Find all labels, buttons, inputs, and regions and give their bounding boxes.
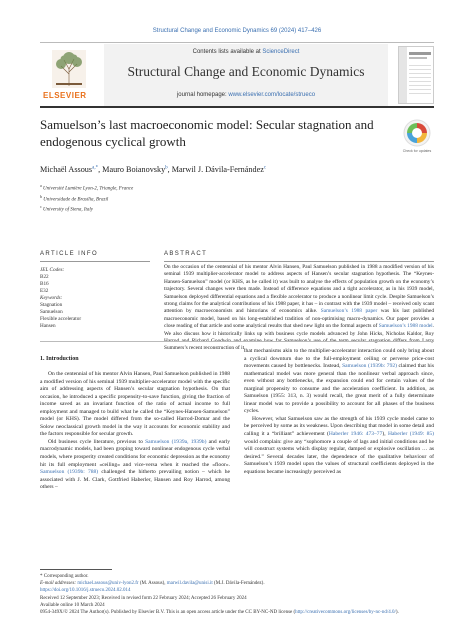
homepage-line (104, 92, 388, 98)
author-list: Michaël Assous$^{a,*}$, Mauro Boianovsky$^b$, Marwil J. Dávila-Fernández$^c$ (40, 165, 267, 174)
keywords-label: Keywords: (40, 295, 63, 302)
jel-code: B22 (40, 274, 49, 281)
citation-link[interactable]: Samuelson (1939b: 788) (40, 469, 99, 476)
license-line: 0954-349X/© 2024 The Author(s). Published by Elsevier B.V. This is an open access article under the CC BY-NC-ND license (http://creativecommons.org/licenses/by-nc-nd/4.0/). (40, 610, 399, 616)
publisher-name: ELSEVIER (43, 91, 87, 100)
author-2-sup[interactable]: b (165, 165, 168, 171)
body-paragraph: that mechanisms akin to the multiplier-accelerator interaction could only bring about a cyclical downturn due to the full-employment ceiling or perverse price-cost movements caused by bottlenecks. Instead, Samuelson (1939b: 792) claimed that his mathematical model was more general than the nonlinear verbal approach since, even without any bottlenecks, the expansion could end for certain values of the marginal propensity to consume and the acceleration coefficient. In addition, as Samuelson (1955: 313, n. 3) would recall, the great merit of a fully determinate linear model was to provide a possibility to account for all phases of the business cycles. (244, 348, 434, 415)
keyword: Samuelson (40, 309, 63, 316)
citation-link[interactable]: Samuelson (1939a, 1939b) (145, 438, 207, 445)
crossmark-icon[interactable] (402, 118, 432, 148)
email-line: E-mail addresses: michael.assous@univ-lyon2.fr (M. Assous), marwil.davila@unisi.it (M.J. Dávila-Fernández). (40, 581, 265, 587)
citation-link[interactable]: Haberler 1946: 473–77 (328, 431, 383, 438)
body-paragraph: On the centennial of his mentor Alvin Hansen, Paul Samuelson published in 1988 a modified version of his seminal 1939 multiplier-accelerator model with the specific aim of addressing aspects of Hansen’s secular stagnation hypothesis. On that occasion, he introduced a specific propensity-to-save function, giving the fraction of income saved as an invariant function of the ratio of actual income to full employment and managed to build what he called the “Keynes-Hansen-Samuelson” model (or KHS). The model differed from the so-called Harrod-Domar and the Solow neoclassical growth model in the way it accounts for economic stability and the factors responsible for secular growth. (40, 371, 230, 438)
author-2[interactable]: Mauro Boianovsky (102, 165, 166, 174)
keyword: Hansen (40, 323, 56, 330)
jel-label: JEL Codes: (40, 267, 65, 273)
body-paragraph: Old business cycle literature, previous to Samuelson (1939a, 1939b) and early macrodynamic models, had been groping toward nonlinear endogenous cycle verbal models, where prosperity created conditions for economic depression as the economy hit its full employment «ceiling» and vice-versa when it reached the «floor». Samuelson (1939b: 788) challenged the hitherto prevailing notion – which he associated with J. M. Clark, Gottfried Haberler, Hansen and Roy Harrod, among others – (40, 438, 230, 491)
author-3-sup[interactable]: c (263, 165, 267, 171)
corresponding-note: * Corresponding author. (40, 574, 89, 579)
header-bottom-rule (40, 106, 434, 108)
abstract-rule (164, 261, 434, 262)
body-column-left (40, 348, 230, 492)
citation-link[interactable]: Samuelson’s 1988 model (378, 323, 433, 330)
affiliations (40, 182, 240, 214)
keywords-block (40, 267, 150, 330)
body-paragraph: However, what Samuelson saw as the strength of his 1939 cycle model came to be perceived by some as its weakness. Upon describing that model in some detail and calling it a “brilliant” achievement (Haberler 1946: 473–77), Haberler (1949: 85) would complain: give any “sophomore a couple of lags and initial conditions and he will construct systems which display regular, damped or explosive oscillation … as desired.” Several decades later, the dependence of the qualitative behaviour of Samuelson’s 1939 model upon the values of structural coefficients deployed in the equations became increasingly perceived as (244, 415, 435, 475)
author-3[interactable]: Marwil J. Dávila-Fernández (171, 165, 264, 174)
journal-reference[interactable]: Structural Change and Economic Dynamics 69 (2024) 417–426 (152, 28, 322, 34)
affiliation-b: $^b$ Universidade de Brasília, Brazil (40, 193, 109, 203)
body-column-right (244, 348, 434, 476)
footnote-block (40, 573, 434, 616)
jel-code: E32 (40, 288, 49, 295)
received-dates: Received 12 September 2023; Received in revised form 22 February 2024; Accepted 26 February 2024 (40, 595, 247, 601)
author-1-sup[interactable]: a,* (92, 165, 99, 171)
article-info-heading: ARTICLE INFO (40, 251, 99, 257)
journal-cover-thumbnail (398, 46, 434, 104)
journal-title: Structural Change and Economic Dynamics (127, 64, 365, 79)
email-link[interactable]: marwil.davila@unisi.it (166, 581, 213, 587)
jel-code: B16 (40, 281, 49, 288)
sciencedirect-link[interactable]: ScienceDirect (262, 49, 300, 55)
crossmark-label: Check for updates (402, 149, 432, 153)
elsevier-tree-icon (52, 50, 86, 88)
doi-link[interactable]: https://doi.org/10.1016/j.strueco.2024.02.014 (40, 588, 131, 594)
citation-link[interactable]: Samuelson’s 1988 paper (320, 308, 378, 315)
abstract-heading: ABSTRACT (164, 251, 208, 257)
affiliation-c: $^c$ University of Siena, Italy (40, 204, 94, 213)
available-online: Available online 10 March 2024 (40, 602, 105, 608)
elsevier-logo (40, 50, 98, 102)
citation-link[interactable]: Haberler (1949: 85) (387, 431, 435, 438)
article-info-rule (40, 261, 150, 262)
author-1[interactable]: Michaël Assous (40, 165, 93, 174)
contents-prefix: Contents lists available at (192, 49, 263, 55)
affiliation-a: $^a$ Université Lumière Lyon-2, Triangle, France (40, 183, 134, 192)
license-link[interactable]: http://creativecommons.org/licenses/by-nc-nd/4.0/ (295, 610, 396, 616)
keyword: Flexible accelerator (40, 316, 82, 323)
homepage-prefix: journal homepage: (176, 92, 229, 98)
article-title (40, 116, 380, 150)
journal-header (104, 44, 388, 106)
footnote-rule (40, 569, 112, 570)
keyword: Stagnation (40, 302, 63, 309)
abstract-text: On the occasion of the centennial of his mentor Alvin Hansen, Paul Samuelson published in 1988 a modified version of his seminal 1939 multiplier-accelerator model to address aspects of Hansen’s secular stagnation hypothesis. The “Keynes-Hansen-Samuelson” model (or KHS, as he called it) was built to analyse the effects of population growth on the economy’s trajectory. Several changes were then made. Instead of difference equations and a tight accelerator, as in his 1939 model, Samuelson deployed differential equations and a flexible accelerator to produce a nonlinear limit cycle. Despite Samuelson’s strong claims for the analytical contributions of his 1988 paper, it has – in contrast with the 1939 model – received only scant attention by macroeconomists and historians of economics alike. Samuelson’s 1988 paper was his last published macroeconomic model, based on his long-established tradition of non-optimising macro-dynamics. Our paper provides a close reading of that article and some analytical results that shed new light on the formal aspects of Samuelson’s 1988 model. We also discuss how it historically links up with business cycle models advanced by John Hicks, Nicholas Kaldor, Roy Summers’s recent reconstruction of it. (164, 264, 434, 352)
section-heading: 1. Introduction (40, 356, 79, 362)
citation-link[interactable]: Samuelson (1939b: 792) (342, 363, 397, 370)
body-separator (40, 341, 434, 342)
email-link[interactable]: michael.assous@univ-lyon2.fr (77, 581, 139, 587)
homepage-link[interactable]: www.elsevier.com/locate/strueco (228, 92, 316, 98)
contents-line (104, 49, 388, 55)
article-title-line-1: Samuelson’s last macroeconomic model: Secular stagnation and (40, 117, 374, 132)
header-top-rule (40, 42, 434, 43)
article-title-line-2: endogenous cyclical growth (40, 134, 186, 149)
